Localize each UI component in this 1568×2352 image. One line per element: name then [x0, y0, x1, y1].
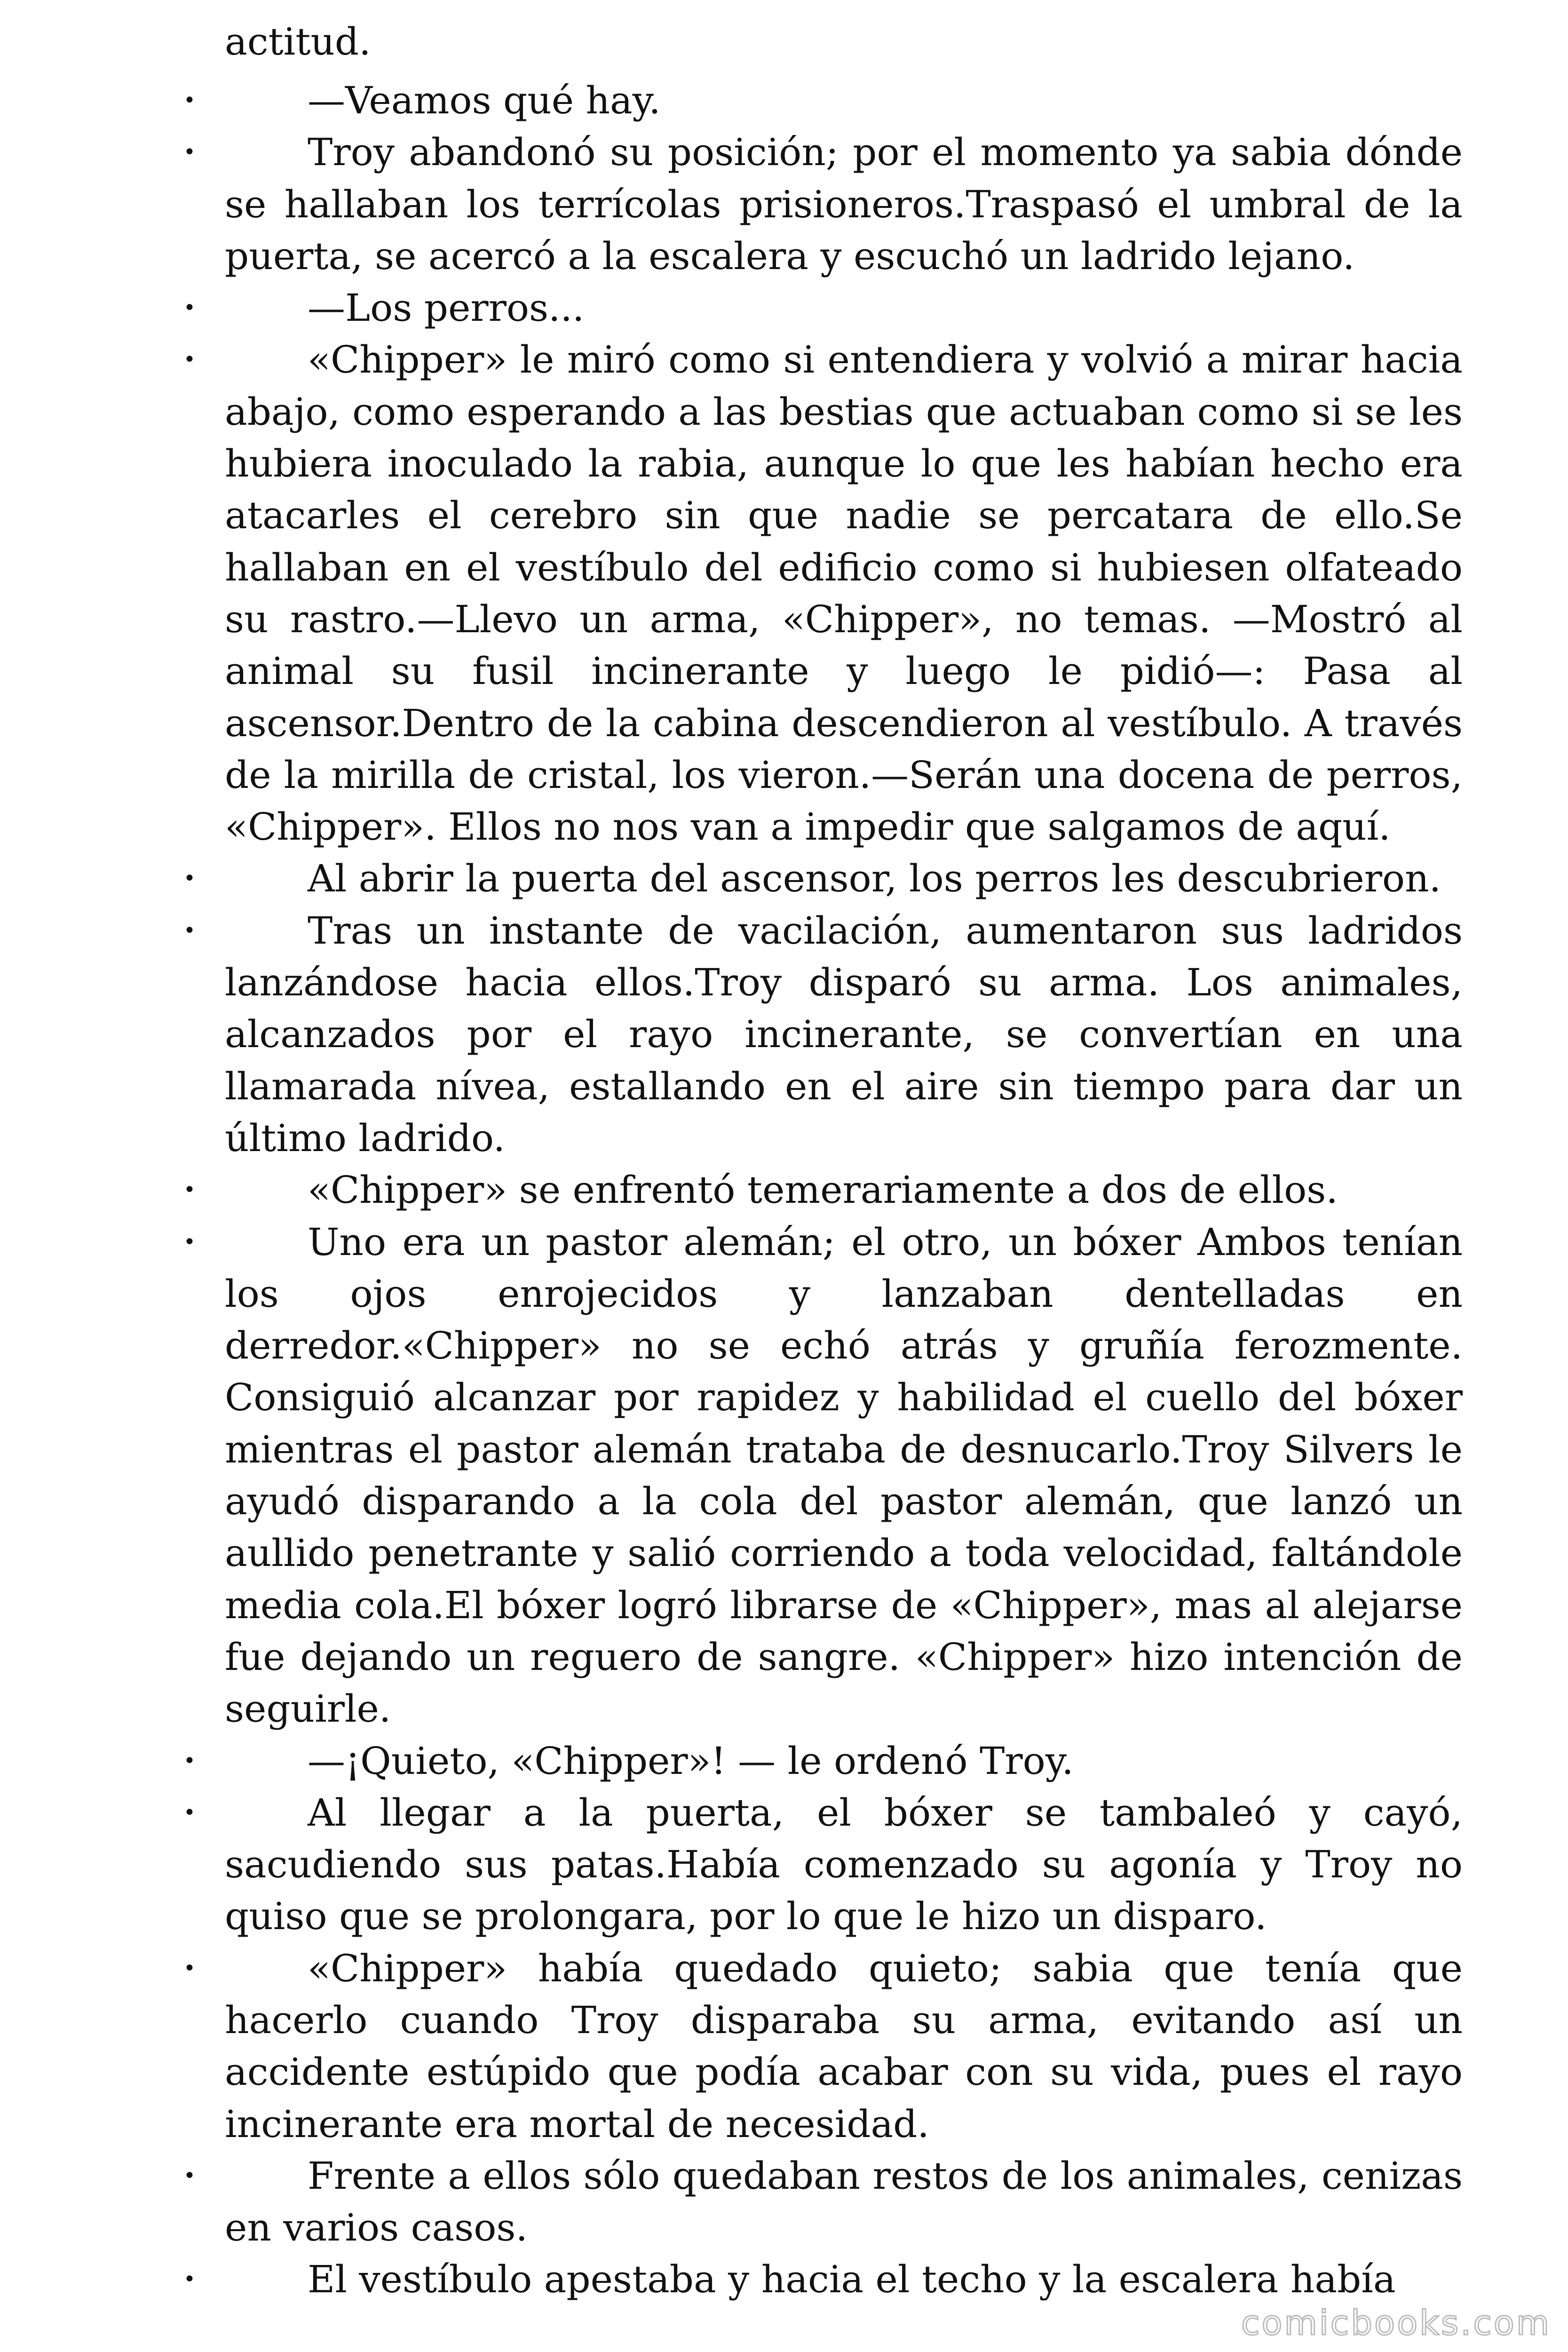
list-item	[183, 1943, 1463, 2150]
watermark: comicbooks.com	[1241, 2303, 1551, 2343]
bullet-icon: •	[183, 866, 196, 891]
bullet-icon: •	[183, 140, 196, 165]
paragraph-text: «Chipper» había quedado quieto; sabia que tenía que hacerlo cuando Troy disparaba su arma, evitando así un accidente estúpido que podía acabar con su vida, pues el rayo incinerante era mortal de necesidad.	[225, 1946, 1463, 2146]
paragraph-text: Al llegar a la puerta, el bóxer se tambaleó y cayó, sacudiendo sus patas.Había comenzado su agonía y Troy no quiso que se prolongara, por lo que le hizo un disparo.	[225, 1790, 1463, 1939]
list-item	[183, 1164, 1463, 1216]
paragraph-text: Frente a ellos sólo quedaban restos de los animales, cenizas en varios casos.	[225, 2153, 1463, 2250]
list-item	[183, 905, 1463, 1164]
bullet-icon: •	[183, 1230, 196, 1254]
bullet-icon: •	[183, 918, 196, 943]
paragraph-text: «Chipper» se enfrentó temerariamente a dos de ellos.	[308, 1168, 1338, 1212]
paragraph-text: —¡Quieto, «Chipper»! — le ordenó Troy.	[308, 1739, 1074, 1783]
list-item	[183, 334, 1463, 853]
bullet-icon: •	[183, 88, 196, 112]
intro-line: actitud.	[225, 20, 371, 64]
bullet-icon: •	[183, 296, 196, 320]
list-item	[183, 1787, 1463, 1943]
bullet-icon: •	[183, 1178, 196, 1202]
paragraph-text: Al abrir la puerta del ascensor, los perros les descubrieron.	[308, 857, 1441, 901]
list-item	[183, 1735, 1463, 1787]
list-item	[183, 2150, 1463, 2254]
paragraph-text: «Chipper» le miró como si entendiera y volvió a mirar hacia abajo, como esperando a las bestias que actuaban como si se les hubiera inoculado la rabia, aunque lo que les habían hecho era atacarles el cerebro sin que nadie se percatara de ello.Se hallaban en el vestíbulo del edificio como si hubiesen olfateado su rastro.—Llevo un arma, «Chipper», no temas. —Mostró al animal su fusil incinerante y luego le pidió—: Pasa al ascensor.Dentro de la cabina descendieron al vestíbulo. A través de la mirilla de cristal, los vieron.—Serán una docena de perros, «Chipper». Ellos no nos van a impedir que salgamos de aquí.	[225, 338, 1463, 849]
bullet-icon: •	[183, 1956, 196, 1980]
paragraph-text: —Los perros...	[308, 286, 585, 330]
paragraph-text: Tras un instante de vacilación, aumentaron sus ladridos lanzándose hacia ellos.Troy disparó su arma. Los animales, alcanzados por el rayo incinerante, se convertían en una llamarada nívea, estallando en el aire sin tiempo para dar un último ladrido.	[225, 908, 1463, 1160]
bullet-icon: •	[183, 348, 196, 372]
bullet-icon: •	[183, 1800, 196, 1825]
bullet-icon: •	[183, 2267, 196, 2292]
list-item	[183, 75, 1463, 127]
paragraph-text: Troy abandonó su posición; por el momento ya sabia dónde se hallaban los terrícolas prisioneros.Traspasó el umbral de la puerta, se acercó a la escalera y escuchó un ladrido lejano.	[225, 130, 1463, 278]
bullet-icon: •	[183, 1748, 196, 1773]
list-item	[183, 853, 1463, 905]
list-item	[183, 1216, 1463, 1735]
bullet-icon: •	[183, 2163, 196, 2188]
list-item	[183, 282, 1463, 334]
paragraph-text: —Veamos qué hay.	[308, 79, 661, 122]
paragraph-text: Uno era un pastor alemán; el otro, un bóxer Ambos tenían los ojos enrojecidos y lanzaban dentelladas en derredor.«Chipper» no se echó atrás y gruñía ferozmente. Consiguió alcanzar por rapidez y habilidad el cuello del bóxer mientras el pastor alemán trataba de desnucarlo.Troy Silvers le ayudó disparando a la cola del pastor alemán, que lanzó un aullido penetrante y salió corriendo a toda velocidad, faltándole media cola.El bóxer logró librarse de «Chipper», mas al alejarse fue dejando un reguero de sangre. «Chipper» hizo intención de seguirle.	[225, 1220, 1463, 1731]
list-item	[183, 127, 1463, 282]
list-item	[183, 2254, 1463, 2305]
paragraph-text: El vestíbulo apestaba y hacia el techo y la escalera había	[308, 2257, 1396, 2302]
paragraph-list	[183, 75, 1463, 2306]
